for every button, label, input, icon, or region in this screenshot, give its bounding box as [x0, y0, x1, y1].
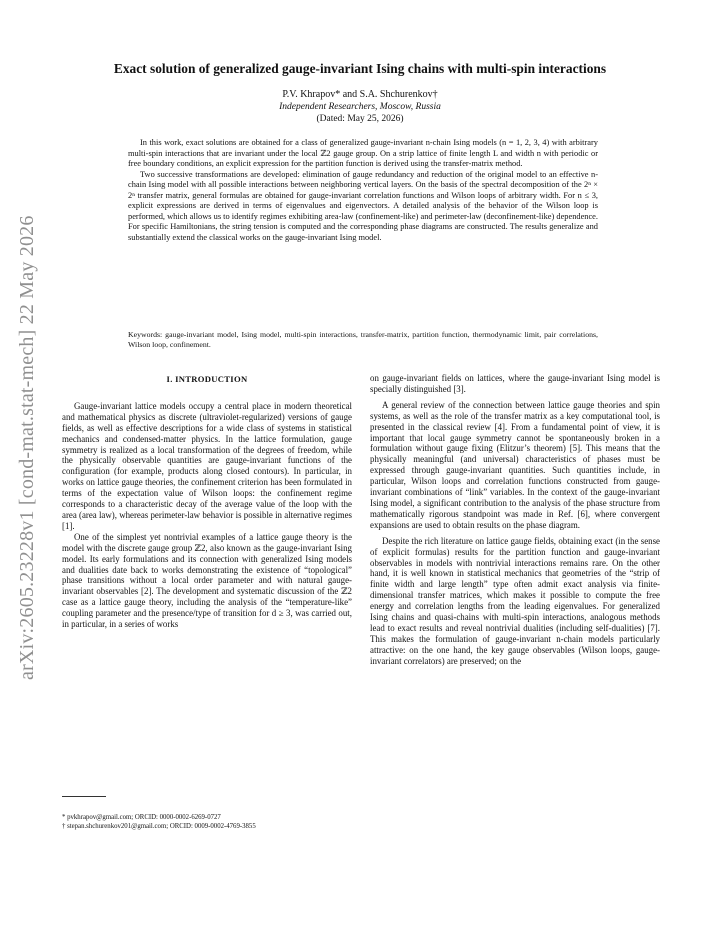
body-paragraph: Despite the rich literature on lattice gauge fields, obtaining exact (in the sense of explicit formulas) results for the partition function and gauge-invariant observables in models with nontrivial interactions remains rare. On the other hand, it is well known in statistical mechanics that geometries of the “strip of finite width and large length” type often admit exact analysis via finite-dimensional transfer matrices, which makes it possible to compute the free energy and correlation lengths from the leading eigenvalues. For generalized Ising chains and quasi-chains with multi-spin interactions, analogous methods lead to exact results and reveal nontrivial dualities (including self-dualities) [7]. This makes the formulation of gauge-invariant n-chain models particularly attractive: on the one hand, the key gauge observables (Wilson loops, gauge-invariant correlators) are preserved; on the: [370, 535, 660, 666]
body-paragraph: on gauge-invariant fields on lattices, where the gauge-invariant Ising model is specially distinguished [3].: [370, 373, 660, 394]
section-heading: I. INTRODUCTION: [166, 374, 248, 384]
paper-authors: P.V. Khrapov* and S.A. Shchurenkov†: [282, 89, 438, 100]
footnotes: [62, 813, 352, 831]
footnote-rule: [62, 796, 106, 797]
arxiv-side-stamp: [16, 180, 48, 680]
body-paragraph: A general review of the connection between lattice gauge theories and spin systems, as well as the role of the transfer matrix as a key computational tool, is presented in the classical review [4]. From a fundamental point of view, it is important that local gauge symmetry cannot be spontaneously broken in a formulation without gauge fixing (Elitzur’s theorem) [5]. This means that the physically meaningful (and universal) characteristics of phases must be expressed through gauge-invariant quantities. Such quantities include, in particular, Wilson loops and correlation functions constructed from gauge-invariant combinations of “link” variables. In the context of the gauge-invariant Ising model, a significant contribution to the analysis of the phase structure from mathematically rigorous standpoint was made in Ref. [6], where convergent expansions are used to obtain results on the phase diagram.: [370, 399, 660, 530]
arxiv-identifier: arXiv:2605.23228v1 [cond-mat.stat-mech] 22 May 2026: [16, 215, 38, 680]
abstract-paragraph-2: Two successive transformations are developed: elimination of gauge redundancy and reduction of the original model to an effective n-chain Ising model with all possible interactions between neighboring vertical layers. On the basis of the spectral decomposition of the 2ⁿ × 2ⁿ transfer matrix, general formulas are obtained for gauge-invariant correlation functions and Wilson loops of arbitrary width. For n ≤ 3, explicit expressions are derived in terms of eigenvalues and eigenvectors. A detailed analysis of the behavior of the Wilson loop is performed, which allows us to identify regimes exhibiting area-law (confinement-like) and perimeter-law (deconfinement-like) dependence. For specific Hamiltonians, the string tension is computed and the corresponding phase diagrams are constructed. The results generalize and substantially extend the classical works on the gauge-invariant Ising model.: [128, 169, 598, 242]
body-paragraph: Gauge-invariant lattice models occupy a central place in modern theoretical and mathematical physics as discrete (ultraviolet-regularized) versions of gauge fields, as well as effective descriptions for a wide class of systems in statistical mechanics and condensed-matter physics. In the lattice formulation, gauge symmetry is realized as a local transformation of the degrees of freedom, while the physically observable quantities are gauge-invariant functions of the configuration (for example, products along closed contours). In particular, in works on lattice gauge theories, the confinement criterion has been formulated in terms of the expectation value of Wilson loops: the confinement regime corresponds to a characteristic decay of the average value of the loop with the area (area law), whereas perimeter-law behavior is possible in alternative regimes [1].: [62, 400, 352, 531]
left-column: [62, 370, 352, 630]
footnote-email-2: † stepan.shchurenkov201@gmail.com; ORCID: 0009-0002-4769-3855: [62, 823, 256, 830]
keywords: Keywords: gauge-invariant model, Ising model, multi-spin interactions, transfer-matrix, partition function, thermodynamic limit, pair correlations, Wilson loop, confinement.: [128, 330, 598, 349]
right-column: [370, 373, 660, 667]
abstract: [128, 138, 598, 243]
paper-title: Exact solution of generalized gauge-invariant Ising chains with multi-spin interactions: [113, 61, 607, 76]
paper-affiliation: Independent Researchers, Moscow, Russia: [279, 102, 441, 112]
footnote-email-1: * pvkhrapov@gmail.com; ORCID: 0000-0002-6269-0727: [62, 814, 221, 821]
paper-date: (Dated: May 25, 2026): [316, 114, 404, 124]
body-paragraph: One of the simplest yet nontrivial examples of a lattice gauge theory is the model with the discrete gauge group ℤ2, also known as the gauge-invariant Ising model. Its early formulations and its connection with generalized Ising models and dualities date back to works demonstrating the existence of “topological” phase transitions without a local order parameter and with natural gauge-invariant observables [2]. The development and systematic discussion of the ℤ2 case as a lattice gauge theory, including the analysis of the “temperature-like” coupling parameter and the presence/type of transition for d ≥ 3, was carried out, in particular, in a series of works: [62, 531, 352, 630]
abstract-paragraph-1: In this work, exact solutions are obtained for a class of generalized gauge-invariant n-chain Ising models (n = 1, 2, 3, 4) with arbitrary multi-spin interactions that are invariant under the local ℤ2 gauge group. On a strip lattice of finite length L and width n with periodic or free boundary conditions, an explicit expression for the partition function is derived using the transfer-matrix method.: [128, 138, 598, 169]
